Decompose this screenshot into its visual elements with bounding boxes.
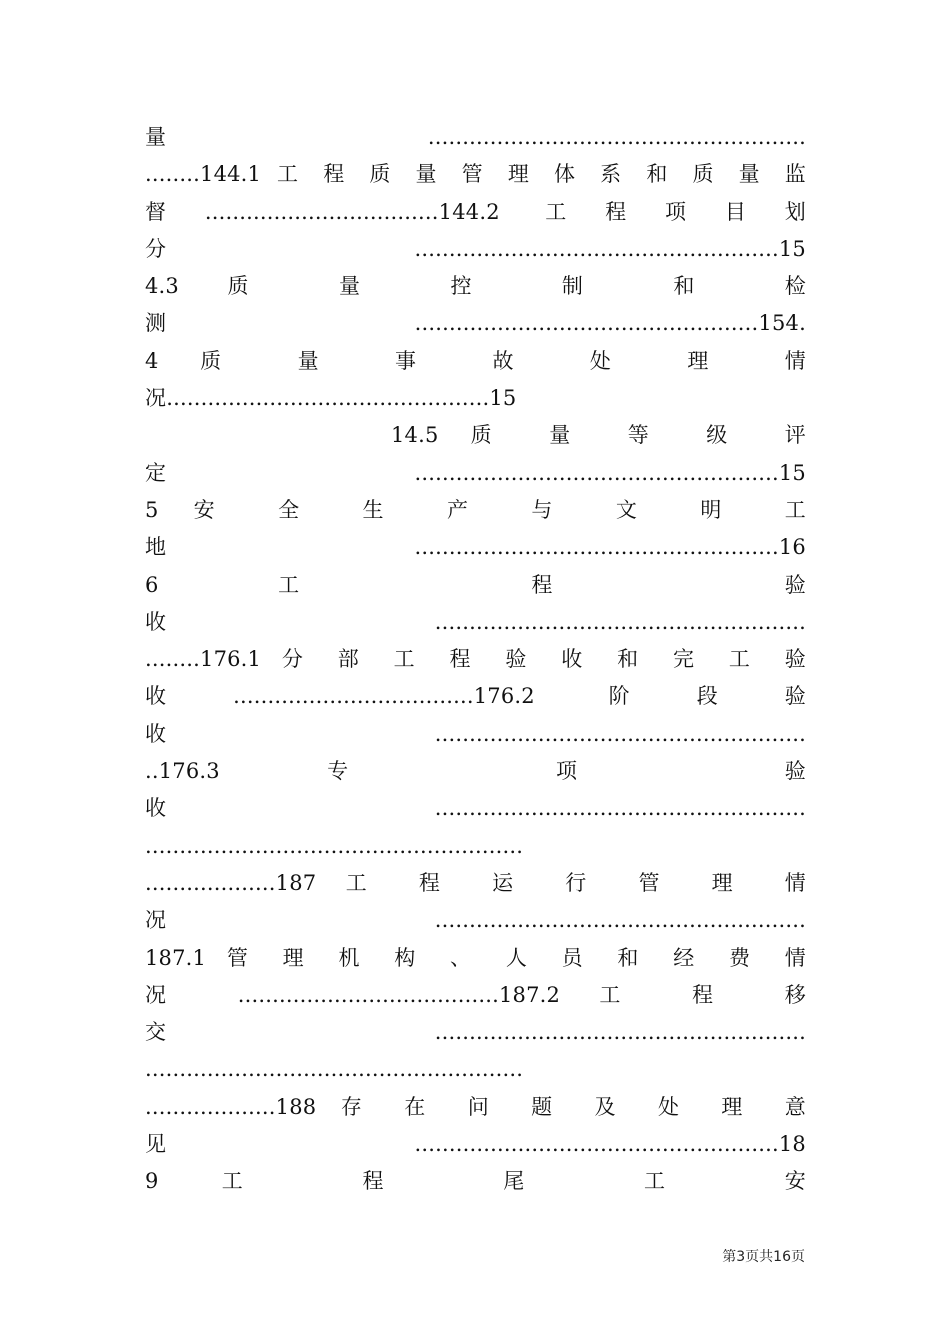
toc-line: 收...................................................... [145,796,806,821]
toc-line: 14.5 质 量 等 级 评 [391,423,806,448]
toc-line: 4.3 质 量 控 制 和 检 [145,274,806,299]
toc-line: ...................188 存 在 问 题 及 处 理 意 [145,1094,806,1119]
toc-line: 见.....................................................18 [145,1132,806,1157]
toc-line: 况 ......................................187.2 工 程 移 [145,982,806,1007]
toc-line: ........144.1 工 程 质 量 管 理 体 系 和 质 量 监 [145,162,806,187]
toc-line: 交...................................................... [145,1020,806,1045]
toc-line: 地.....................................................16 [145,535,806,560]
toc-line: ....................................................... [145,1057,524,1082]
toc-line: 分.....................................................15 [145,236,806,261]
toc-line: 收...................................................... [145,721,806,746]
toc-line: 收...................................................... [145,609,806,634]
toc-line: 定.....................................................15 [145,460,806,485]
page-number: 第3页共16页 [722,1249,805,1265]
toc-line: 督..................................144.2 工程项目划 [145,199,806,224]
toc-line: 187.1 管 理 机 构 、 人 员 和 经 费 情 [145,945,806,970]
toc-line: 况...............................................15 [145,386,517,411]
toc-line: 量....................................................... [145,125,806,149]
toc-line: 况...................................................... [145,908,806,933]
table-of-contents [145,119,806,1201]
toc-line: 测..................................................154. [145,311,806,336]
toc-line: 4 质 量 事 故 处 理 情 [145,348,806,373]
toc-line: ....................................................... [145,833,524,858]
toc-line: 9 工 程 尾 工 安 [145,1169,806,1194]
toc-line: 6 工 程 验 [145,572,806,597]
toc-line: 5 安 全 生 产 与 文 明 工 [145,497,806,522]
toc-line: ...................187 工 程 运 行 管 理 情 [145,870,806,895]
toc-line: ........176.1 分 部 工 程 验 收 和 完 工 验 [145,647,806,672]
toc-line: ..176.3 专 项 验 [145,759,806,784]
toc-line: 收...................................176.2 阶段验 [145,684,806,709]
